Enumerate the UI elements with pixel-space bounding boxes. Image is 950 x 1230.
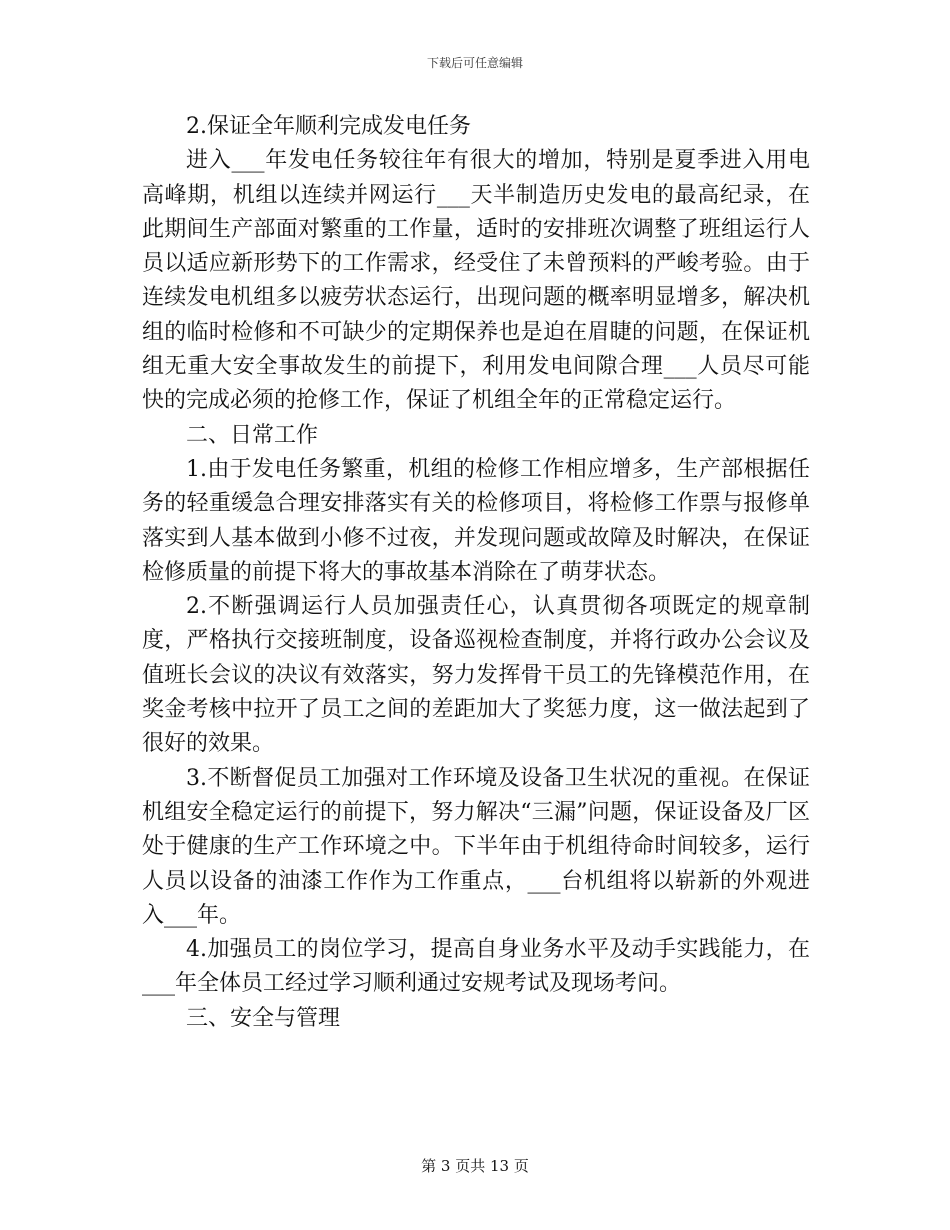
section-heading-safety: 三、安全与管理 xyxy=(186,1005,341,1031)
section-heading-daily-work: 二、日常工作 xyxy=(186,422,319,448)
paragraph-item-1: 1.由于发电任务繁重，机组的检修工作相应增多，生产部根据任务的轻重缓急合理安排落实有关的检修项目，将检修工作票与报修单落实到人基本做到小修不过夜，并发现问题或故障及时解决，在保证检修质量的前提下将大的事故基本消除在了萌芽状态。 xyxy=(142,456,810,585)
section-heading-power-task: 2.保证全年顺利完成发电任务 xyxy=(186,114,471,139)
document-body xyxy=(142,110,810,1036)
paragraph-power-task: 进入___年发电任务较往年有很大的增加，特别是夏季进入用电高峰期，机组以连续并网运行___天半制造历史发电的最高纪录，在此期间生产部面对繁重的工作量，适时的安排班次调整了班组运行人员以适应新形势下的工作需求，经受住了未曾预料的严峻考验。由于连续发电机组多以疲劳状态运行，出现问题的概率明显增多，解决机组的临时检修和不可缺少的定期保养也是迫在眉睫的问题，在保证机组无重大安全事故发生的前提下，利用发电间隙合理___人员尽可能快的完成必须的抢修工作，保证了机组全年的正常稳定运行。 xyxy=(142,148,810,414)
paragraph-item-2: 2.不断强调运行人员加强责任心，认真贯彻各项既定的规章制度，严格执行交接班制度，设备巡视检查制度，并将行政办公会议及值班长会议的决议有效落实，努力发挥骨干员工的先锋模范作用，在奖金考核中拉开了员工之间的差距加大了奖惩力度，这一做法起到了很好的效果。 xyxy=(142,594,810,757)
page-header: 下载后可任意编辑 xyxy=(426,56,523,70)
paragraph-item-3: 3.不断督促员工加强对工作环境及设备卫生状况的重视。在保证机组安全稳定运行的前提下，努力解决“三漏”问题，保证设备及厂区处于健康的生产工作环境之中。下半年由于机组待命时间较多，运行人员以设备的油漆工作作为工作重点，___台机组将以崭新的外观进入___年。 xyxy=(142,765,810,928)
paragraph-item-4: 4.加强员工的岗位学习，提高自身业务水平及动手实践能力，在___年全体员工经过学习顺利通过安规考试及现场考问。 xyxy=(142,937,810,997)
page-footer: 第 3 页共 13 页 xyxy=(421,1157,529,1175)
